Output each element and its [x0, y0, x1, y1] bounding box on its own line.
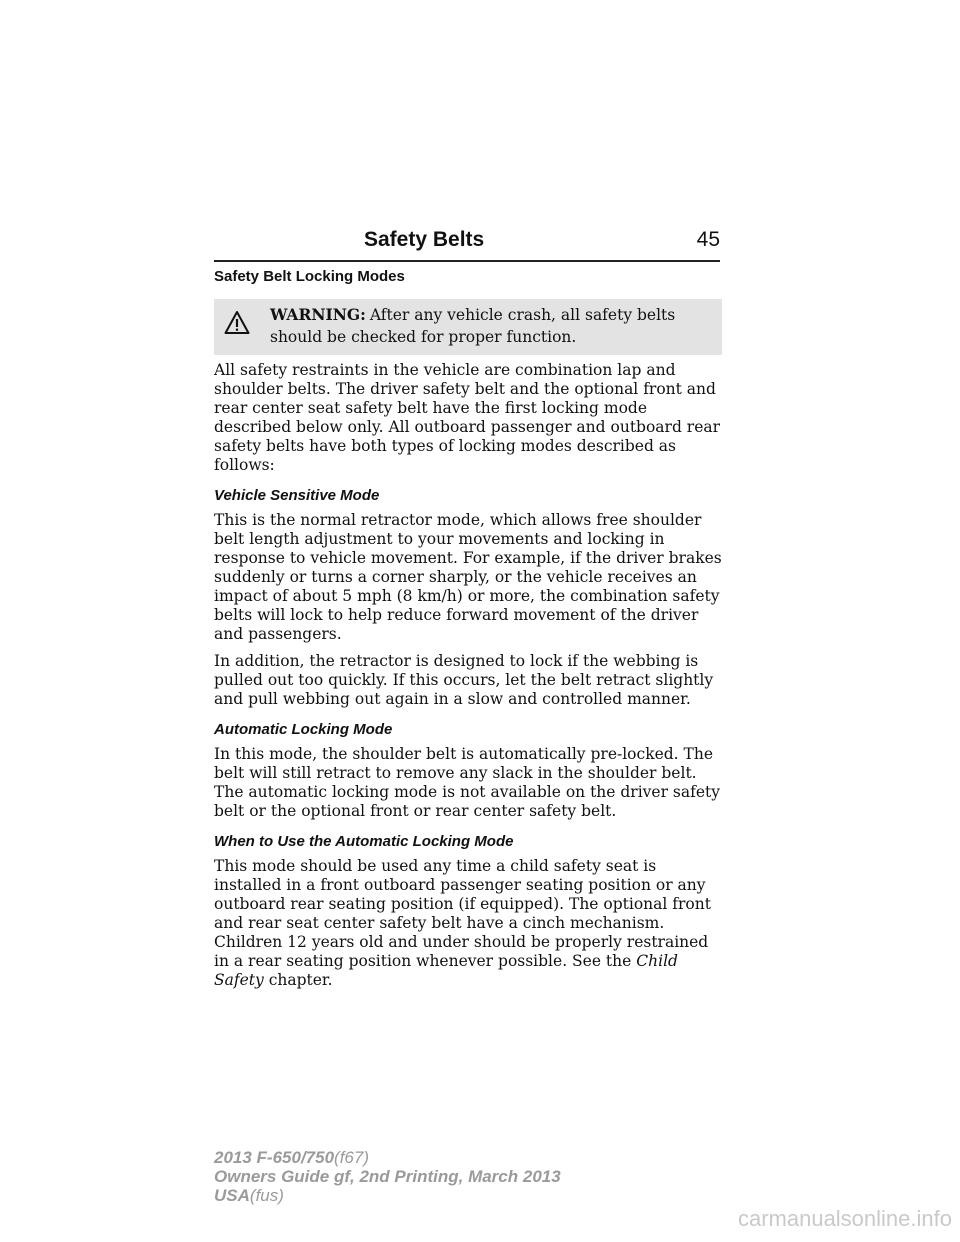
vehicle-sensitive-paragraph-1: This is the normal retractor mode, which allows free shoulder belt length adjustment to your movements and locking in response to vehicle movement. For example, if the driver brakes suddenly or turns a corner sharply, or the vehicle receives an impact of about 5 mph (8 km/h) or more, the combination safety belts will lock to help reduce forward movement of the driver and passengers. [214, 511, 722, 643]
warning-label: WARNING: [270, 305, 366, 324]
warning-text [270, 304, 708, 348]
vehicle-sensitive-heading: Vehicle Sensitive Mode [214, 487, 380, 504]
footer-market: USA [214, 1186, 250, 1205]
page-number: 45 [696, 228, 720, 251]
automatic-locking-paragraph: In this mode, the shoulder belt is automatically pre-locked. The belt will still retract to remove any slack in the shoulder belt. The automatic locking mode is not available on the driver safety belt or the optional front or rear center safety belt. [214, 745, 721, 820]
footer-model: 2013 F-650/750 [214, 1148, 335, 1167]
footer-line-1 [214, 1148, 561, 1167]
warning-box [214, 299, 722, 355]
page-header [214, 226, 720, 262]
footer-market-code: (fus) [249, 1186, 284, 1205]
warning-body: After any vehicle crash, all safety belts should be checked for proper function. [270, 306, 676, 346]
when-to-use-heading: When to Use the Automatic Locking Mode [214, 833, 514, 850]
intro-paragraph: All safety restraints in the vehicle are combination lap and shoulder belts. The driver safety belt and the optional front and rear center seat safety belt have the first locking mode described below only. All outboard passenger and outboard rear safety belts have both types of locking modes described as follows: [214, 361, 721, 474]
watermark: carmanualsonline.info [737, 1206, 952, 1231]
footer-info [214, 1148, 561, 1205]
warning-triangle-icon [224, 310, 250, 336]
main-content [214, 268, 722, 998]
header-title: Safety Belts [364, 228, 485, 251]
automatic-locking-heading: Automatic Locking Mode [214, 721, 393, 738]
footer-line-3 [214, 1186, 561, 1205]
vehicle-sensitive-paragraph-2: In addition, the retractor is designed to lock if the webbing is pulled out too quickly. If this occurs, let the belt retract slightly and pull webbing out again in a slow and controlled manner. [214, 652, 714, 708]
when-to-use-paragraph [214, 857, 722, 990]
when-to-use-suffix: chapter. [268, 971, 333, 989]
section-title: Safety Belt Locking Modes [214, 268, 405, 285]
footer-model-code: (f67) [334, 1148, 370, 1167]
when-to-use-text: This mode should be used any time a child safety seat is installed in a front outboard passenger seating position or any outboard rear seating position (if equipped). The optional front and rear seat center safety belt have a cinch mechanism. Children 12 years old and under should be properly restrained in a rear seating position whenever possible. See the [214, 857, 711, 970]
child-safety-reference: Child Safety [214, 952, 678, 989]
footer-line-2: Owners Guide gf, 2nd Printing, March 2013 [214, 1167, 561, 1186]
